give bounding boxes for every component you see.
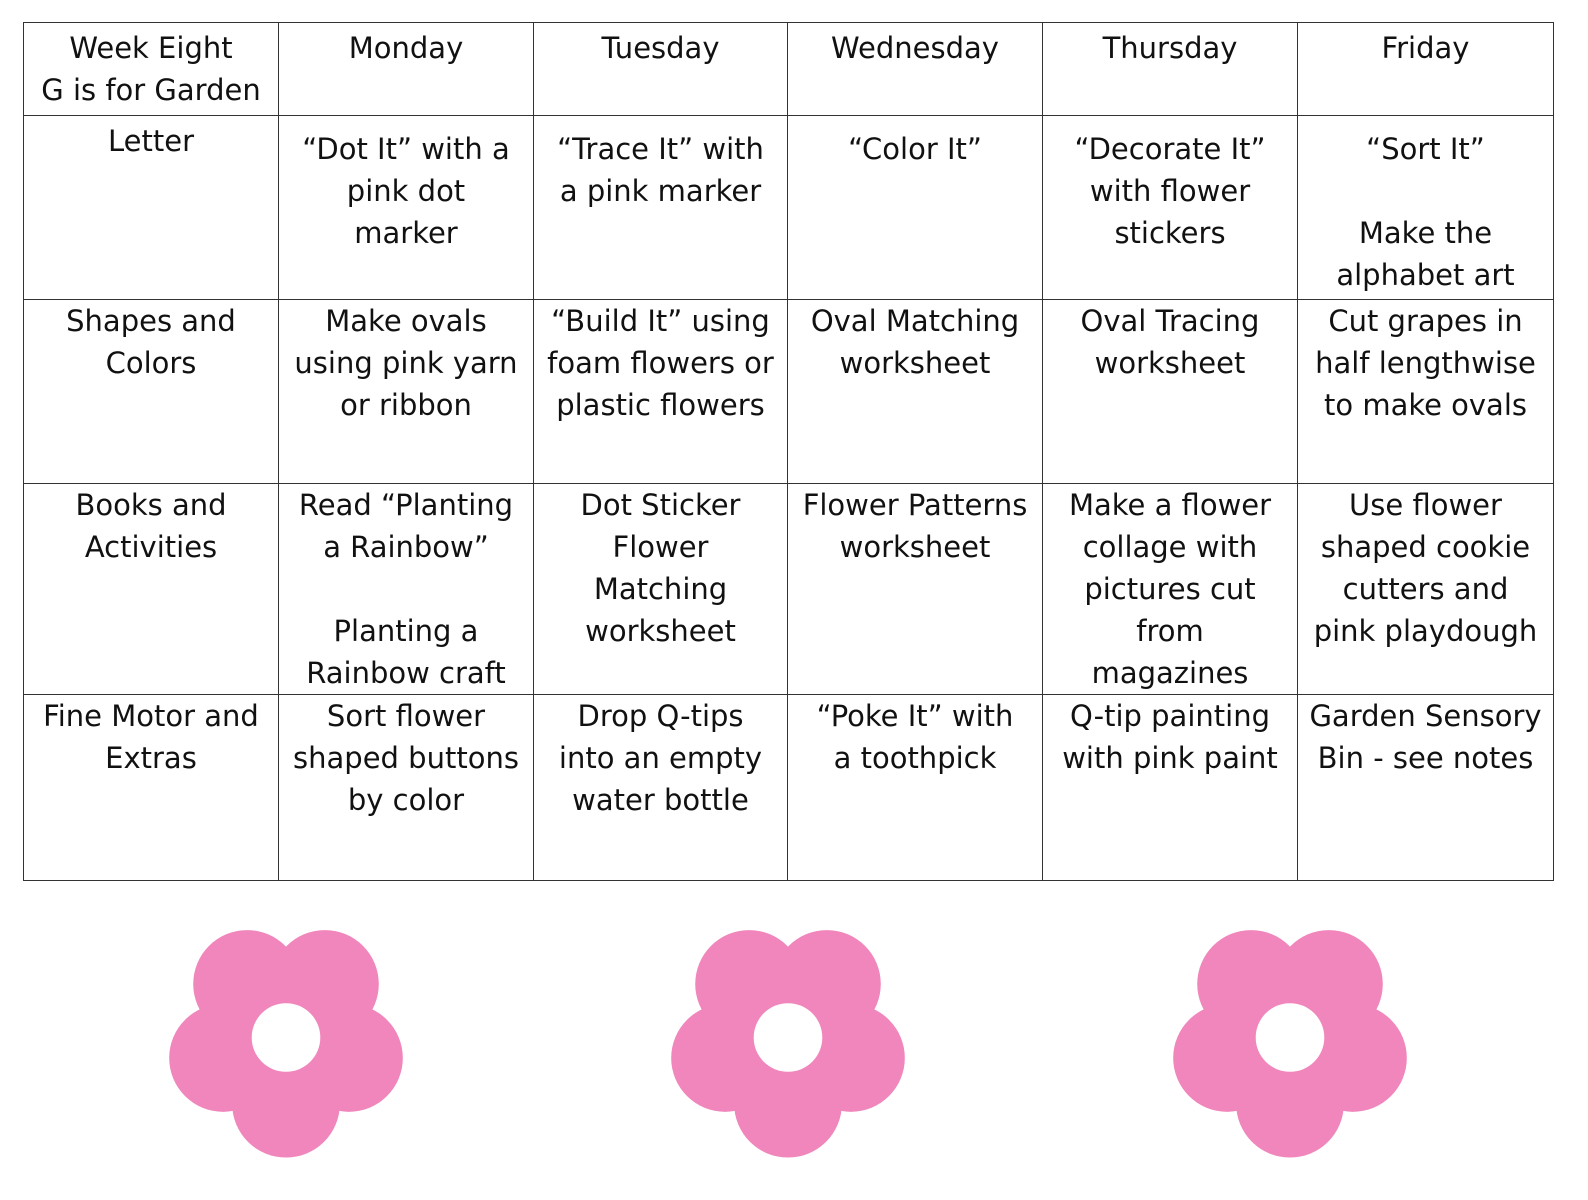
header-row [24, 23, 1554, 116]
pink-flower-icon [162, 915, 410, 1160]
table-row [24, 116, 1554, 300]
activity-cell: “Color It” [788, 116, 1043, 300]
activity-cell: “Decorate It” with flower stickers [1043, 116, 1298, 300]
activity-cell: Garden Sensory Bin - see notes [1298, 695, 1554, 881]
activity-cell: Oval Matching worksheet [788, 300, 1043, 484]
corner-cell [24, 23, 279, 116]
week-title: Week Eight [69, 31, 233, 65]
day-header-wednesday: Wednesday [788, 23, 1043, 116]
activity-cell: “Build It” using foam flowers or plastic flowers [534, 300, 788, 484]
day-header-monday: Monday [279, 23, 534, 116]
row-label-books-and-activities: Books and Activities [24, 484, 279, 695]
pink-flower-icon [1166, 915, 1414, 1160]
row-label-letter: Letter [24, 116, 279, 300]
activity-cell: “Trace It” with a pink marker [534, 116, 788, 300]
day-header-thursday: Thursday [1043, 23, 1298, 116]
activity-cell: Drop Q-tips into an empty water bottle [534, 695, 788, 881]
table-row [24, 300, 1554, 484]
activity-cell: Make a flower collage with pictures cut from magazines [1043, 484, 1298, 695]
row-label-shapes-and-colors: Shapes and Colors [24, 300, 279, 484]
activity-cell: Dot Sticker Flower Matching worksheet [534, 484, 788, 695]
activity-cell: Read “Planting a Rainbow” Planting a Rainbow craft [279, 484, 534, 695]
theme-title: G is for Garden [41, 73, 261, 107]
activity-cell: “Dot It” with a pink dot marker [279, 116, 534, 300]
activity-cell: “Sort It” Make the alphabet art [1298, 116, 1554, 300]
day-header-tuesday: Tuesday [534, 23, 788, 116]
activity-cell: Make ovals using pink yarn or ribbon [279, 300, 534, 484]
activity-cell: Q-tip painting with pink paint [1043, 695, 1298, 881]
activity-cell: Sort flower shaped buttons by color [279, 695, 534, 881]
activity-cell: “Poke It” with a toothpick [788, 695, 1043, 881]
activity-cell: Use flower shaped cookie cutters and pink playdough [1298, 484, 1554, 695]
activity-cell: Cut grapes in half lengthwise to make ovals [1298, 300, 1554, 484]
table-row [24, 695, 1554, 881]
activity-cell: Oval Tracing worksheet [1043, 300, 1298, 484]
table-row [24, 484, 1554, 695]
weekly-planner-table [23, 22, 1554, 881]
row-label-fine-motor-and-extras: Fine Motor and Extras [24, 695, 279, 881]
flower-decoration-row [0, 915, 1588, 1165]
activity-cell: Flower Patterns worksheet [788, 484, 1043, 695]
day-header-friday: Friday [1298, 23, 1554, 116]
pink-flower-icon [664, 915, 912, 1160]
